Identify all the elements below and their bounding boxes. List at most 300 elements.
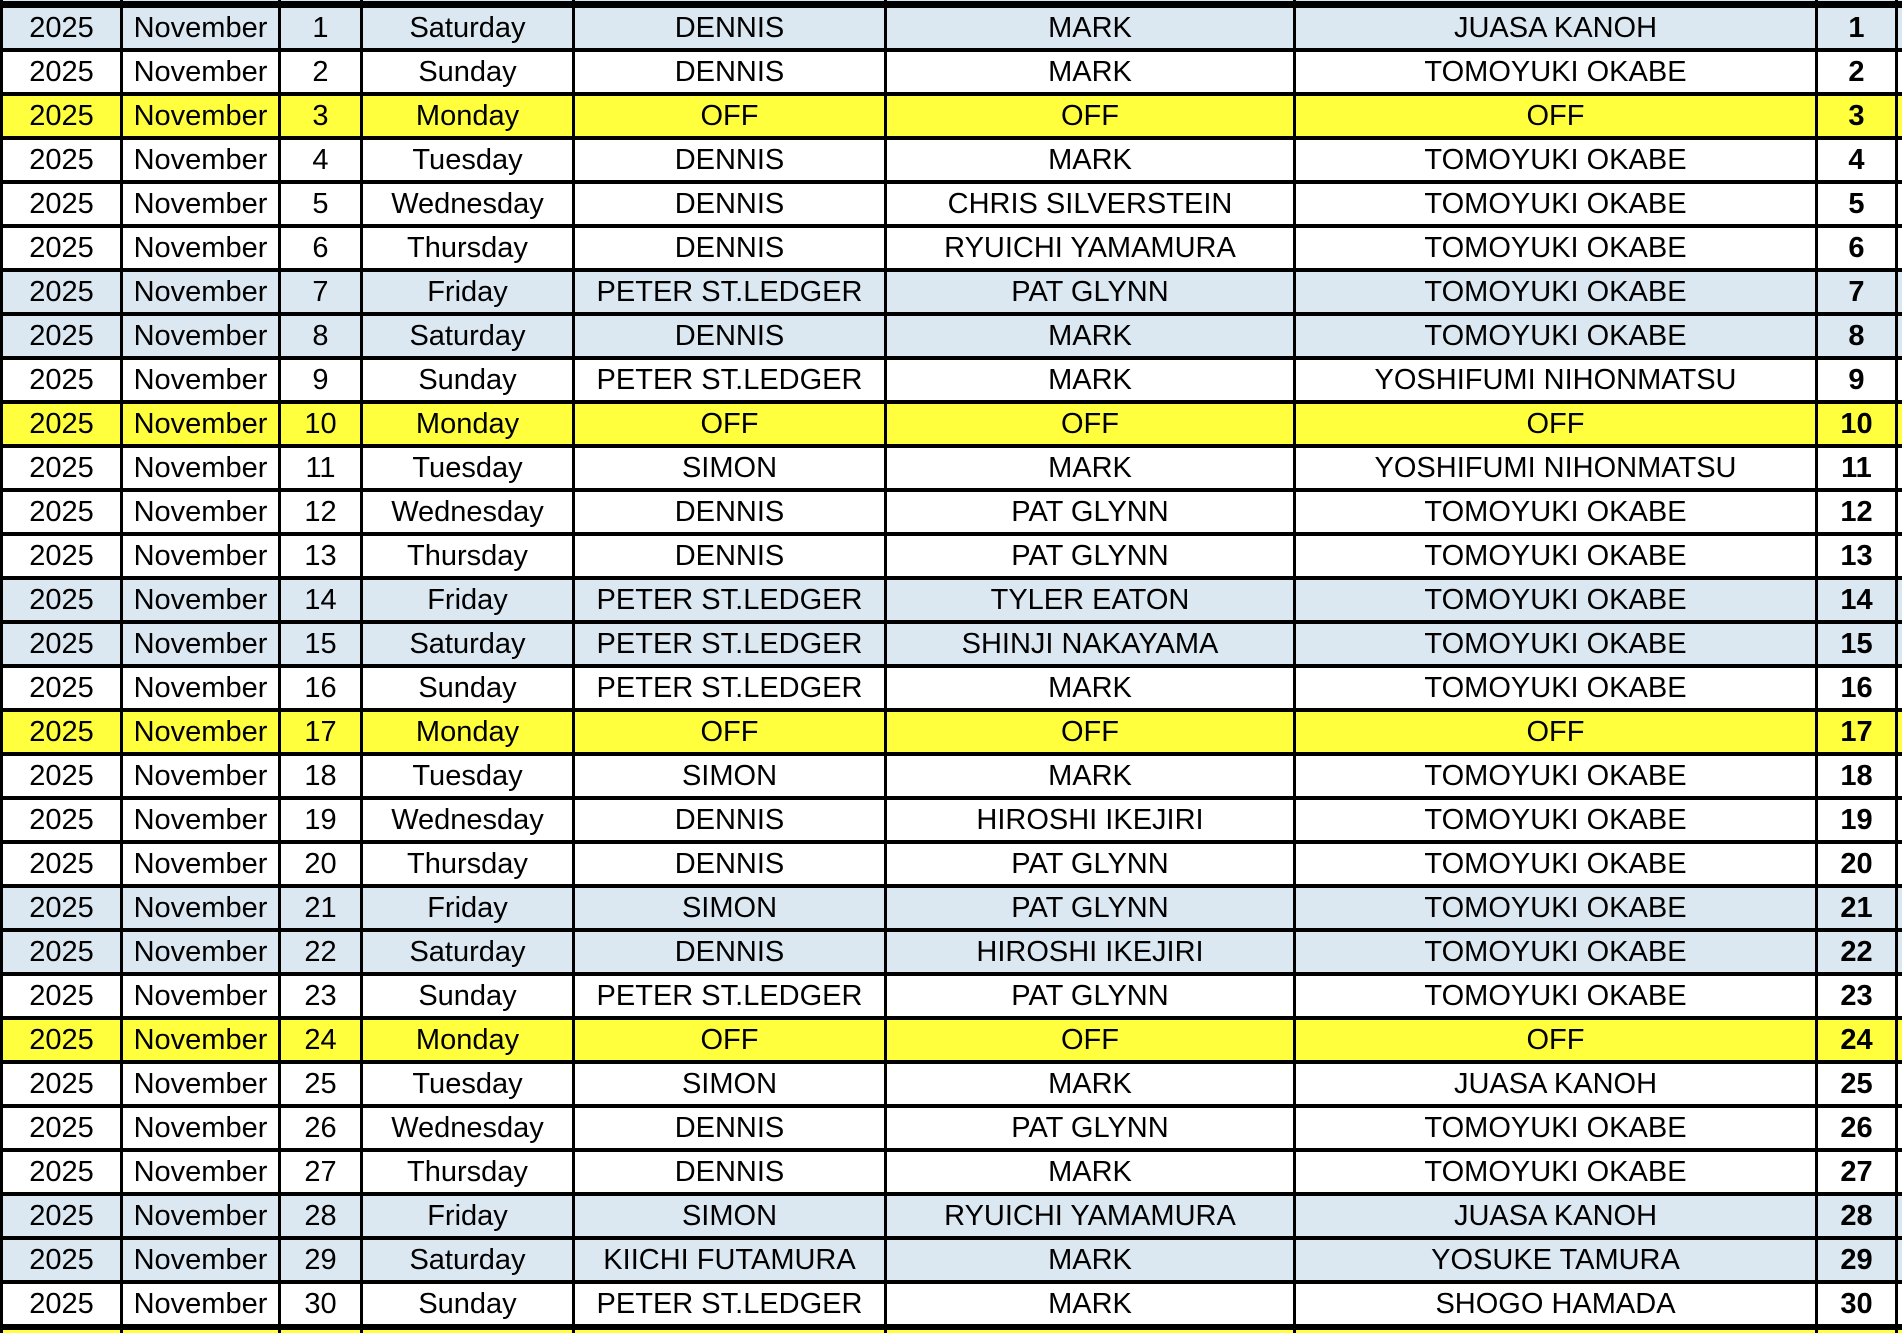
cell-shift1: SIMON <box>574 1062 886 1106</box>
cell-weekday: Monday <box>362 1018 574 1062</box>
cell-month: November <box>122 1238 280 1282</box>
cell-shift3: JUASA KANOH <box>1295 1194 1817 1238</box>
cut-off-cell <box>1897 402 1902 446</box>
cell-year: 2025 <box>2 314 122 358</box>
schedule-row <box>2 1150 1902 1194</box>
cell-day_number: 1 <box>1817 4 1897 50</box>
cut-off-cell <box>574 1327 886 1333</box>
cell-shift1: PETER ST.LEDGER <box>574 974 886 1018</box>
cell-day_number: 2 <box>1817 50 1897 94</box>
cell-day: 21 <box>280 886 362 930</box>
cell-shift2: MARK <box>886 138 1295 182</box>
cell-shift1: KIICHI FUTAMURA <box>574 1238 886 1282</box>
cell-month: November <box>122 138 280 182</box>
cell-shift3: TOMOYUKI OKABE <box>1295 270 1817 314</box>
cell-day: 22 <box>280 930 362 974</box>
cell-day_number: 16 <box>1817 666 1897 710</box>
cell-day: 20 <box>280 842 362 886</box>
cut-off-cell <box>1897 270 1902 314</box>
schedule-row <box>2 974 1902 1018</box>
schedule-row <box>2 138 1902 182</box>
cell-shift2: PAT GLYNN <box>886 1106 1295 1150</box>
cell-day_number: 21 <box>1817 886 1897 930</box>
cell-shift2: MARK <box>886 446 1295 490</box>
cell-shift2: OFF <box>886 710 1295 754</box>
cell-day_number: 25 <box>1817 1062 1897 1106</box>
cell-shift3: YOSHIFUMI NIHONMATSU <box>1295 446 1817 490</box>
cell-shift3: TOMOYUKI OKABE <box>1295 622 1817 666</box>
cell-day: 29 <box>280 1238 362 1282</box>
cell-day_number: 23 <box>1817 974 1897 1018</box>
cut-off-cell <box>1897 4 1902 50</box>
cell-year: 2025 <box>2 226 122 270</box>
schedule-row <box>2 50 1902 94</box>
cell-weekday: Friday <box>362 886 574 930</box>
cell-weekday: Sunday <box>362 666 574 710</box>
cell-day: 17 <box>280 710 362 754</box>
cell-shift1: PETER ST.LEDGER <box>574 1282 886 1327</box>
cut-off-cell <box>1897 1238 1902 1282</box>
cell-month: November <box>122 1194 280 1238</box>
cell-year: 2025 <box>2 1150 122 1194</box>
cell-weekday: Tuesday <box>362 1062 574 1106</box>
cut-off-cell <box>1897 754 1902 798</box>
schedule-row <box>2 886 1902 930</box>
cell-year: 2025 <box>2 4 122 50</box>
cell-day: 8 <box>280 314 362 358</box>
cell-year: 2025 <box>2 1106 122 1150</box>
schedule-row <box>2 754 1902 798</box>
schedule-row <box>2 1194 1902 1238</box>
schedule-row <box>2 622 1902 666</box>
cut-off-cell <box>1897 534 1902 578</box>
cut-off-cell <box>1295 1327 1817 1333</box>
cell-day: 1 <box>280 4 362 50</box>
cell-shift2: SHINJI NAKAYAMA <box>886 622 1295 666</box>
schedule-row <box>2 182 1902 226</box>
partial-row-bottom <box>2 1327 1902 1333</box>
cell-shift3: YOSUKE TAMURA <box>1295 1238 1817 1282</box>
schedule-row <box>2 1062 1902 1106</box>
cell-day_number: 10 <box>1817 402 1897 446</box>
cell-shift1: DENNIS <box>574 534 886 578</box>
cell-day: 4 <box>280 138 362 182</box>
schedule-row <box>2 314 1902 358</box>
cell-day_number: 27 <box>1817 1150 1897 1194</box>
cell-shift2: MARK <box>886 666 1295 710</box>
cut-off-cell <box>1817 1327 1897 1333</box>
cell-weekday: Thursday <box>362 1150 574 1194</box>
cell-month: November <box>122 930 280 974</box>
cell-year: 2025 <box>2 578 122 622</box>
cell-day: 12 <box>280 490 362 534</box>
cell-day: 16 <box>280 666 362 710</box>
cell-year: 2025 <box>2 886 122 930</box>
cell-weekday: Tuesday <box>362 138 574 182</box>
cell-weekday: Monday <box>362 710 574 754</box>
cell-shift1: PETER ST.LEDGER <box>574 666 886 710</box>
cell-year: 2025 <box>2 1282 122 1327</box>
cell-shift3: TOMOYUKI OKABE <box>1295 578 1817 622</box>
cell-month: November <box>122 974 280 1018</box>
schedule-row <box>2 270 1902 314</box>
cut-off-cell <box>1897 886 1902 930</box>
cell-month: November <box>122 534 280 578</box>
cut-off-cell <box>1897 842 1902 886</box>
cell-shift1: DENNIS <box>574 1150 886 1194</box>
cell-day: 18 <box>280 754 362 798</box>
cell-day_number: 6 <box>1817 226 1897 270</box>
cell-day_number: 29 <box>1817 1238 1897 1282</box>
cell-year: 2025 <box>2 798 122 842</box>
cell-shift2: MARK <box>886 358 1295 402</box>
cell-shift2: PAT GLYNN <box>886 490 1295 534</box>
cut-off-cell <box>1897 182 1902 226</box>
cell-month: November <box>122 314 280 358</box>
cell-day: 7 <box>280 270 362 314</box>
cut-off-cell <box>1897 798 1902 842</box>
cell-weekday: Wednesday <box>362 798 574 842</box>
cell-day_number: 20 <box>1817 842 1897 886</box>
cell-month: November <box>122 402 280 446</box>
cell-month: November <box>122 578 280 622</box>
cell-year: 2025 <box>2 1194 122 1238</box>
cut-off-cell <box>1897 578 1902 622</box>
cell-day: 13 <box>280 534 362 578</box>
cell-shift1: DENNIS <box>574 798 886 842</box>
cell-weekday: Saturday <box>362 930 574 974</box>
cell-weekday: Sunday <box>362 1282 574 1327</box>
cell-day_number: 14 <box>1817 578 1897 622</box>
cell-weekday: Saturday <box>362 4 574 50</box>
cell-year: 2025 <box>2 182 122 226</box>
cell-shift3: TOMOYUKI OKABE <box>1295 314 1817 358</box>
cell-year: 2025 <box>2 270 122 314</box>
cell-day: 2 <box>280 50 362 94</box>
cut-off-cell <box>1897 974 1902 1018</box>
cell-shift2: CHRIS SILVERSTEIN <box>886 182 1295 226</box>
cell-shift1: OFF <box>574 1018 886 1062</box>
cell-shift2: PAT GLYNN <box>886 270 1295 314</box>
cell-month: November <box>122 622 280 666</box>
cell-weekday: Wednesday <box>362 182 574 226</box>
cut-off-cell <box>122 1327 280 1333</box>
cell-month: November <box>122 226 280 270</box>
cell-weekday: Thursday <box>362 226 574 270</box>
cell-shift3: TOMOYUKI OKABE <box>1295 798 1817 842</box>
cell-day: 27 <box>280 1150 362 1194</box>
cell-shift3: OFF <box>1295 710 1817 754</box>
schedule-row <box>2 4 1902 50</box>
cell-day_number: 26 <box>1817 1106 1897 1150</box>
cut-off-cell <box>1897 1282 1902 1327</box>
schedule-row <box>2 1282 1902 1327</box>
cell-day_number: 19 <box>1817 798 1897 842</box>
schedule-row <box>2 534 1902 578</box>
cell-shift3: TOMOYUKI OKABE <box>1295 1150 1817 1194</box>
cell-month: November <box>122 1018 280 1062</box>
cell-day: 6 <box>280 226 362 270</box>
cell-weekday: Wednesday <box>362 490 574 534</box>
cell-shift3: TOMOYUKI OKABE <box>1295 842 1817 886</box>
cell-year: 2025 <box>2 402 122 446</box>
cell-shift2: MARK <box>886 1238 1295 1282</box>
cell-shift1: PETER ST.LEDGER <box>574 270 886 314</box>
cell-shift1: SIMON <box>574 886 886 930</box>
cell-month: November <box>122 50 280 94</box>
cut-off-cell <box>1897 226 1902 270</box>
cell-day: 23 <box>280 974 362 1018</box>
cell-weekday: Friday <box>362 270 574 314</box>
schedule-row <box>2 1018 1902 1062</box>
cell-shift2: HIROSHI IKEJIRI <box>886 798 1295 842</box>
cut-off-cell <box>1897 358 1902 402</box>
partial-row-bottom-group <box>2 1327 1902 1333</box>
cell-weekday: Sunday <box>362 50 574 94</box>
cell-shift1: DENNIS <box>574 226 886 270</box>
cell-day_number: 15 <box>1817 622 1897 666</box>
cell-year: 2025 <box>2 1062 122 1106</box>
cell-day: 15 <box>280 622 362 666</box>
cell-day: 30 <box>280 1282 362 1327</box>
cell-day: 25 <box>280 1062 362 1106</box>
cell-shift3: TOMOYUKI OKABE <box>1295 138 1817 182</box>
cell-year: 2025 <box>2 974 122 1018</box>
cell-day: 19 <box>280 798 362 842</box>
cell-month: November <box>122 886 280 930</box>
cell-month: November <box>122 446 280 490</box>
cell-shift3: OFF <box>1295 94 1817 138</box>
cell-shift2: RYUICHI YAMAMURA <box>886 226 1295 270</box>
cell-year: 2025 <box>2 534 122 578</box>
cell-year: 2025 <box>2 446 122 490</box>
cell-month: November <box>122 94 280 138</box>
cell-shift1: SIMON <box>574 1194 886 1238</box>
cell-year: 2025 <box>2 138 122 182</box>
schedule-row <box>2 490 1902 534</box>
cell-shift3: JUASA KANOH <box>1295 4 1817 50</box>
cell-weekday: Thursday <box>362 534 574 578</box>
cell-shift2: PAT GLYNN <box>886 842 1295 886</box>
cell-weekday: Monday <box>362 402 574 446</box>
cell-shift1: OFF <box>574 710 886 754</box>
cell-shift1: PETER ST.LEDGER <box>574 358 886 402</box>
schedule-row <box>2 842 1902 886</box>
cell-shift2: PAT GLYNN <box>886 886 1295 930</box>
cell-shift3: TOMOYUKI OKABE <box>1295 754 1817 798</box>
cell-day_number: 17 <box>1817 710 1897 754</box>
cell-month: November <box>122 4 280 50</box>
cell-day: 3 <box>280 94 362 138</box>
cell-month: November <box>122 1150 280 1194</box>
cell-shift2: MARK <box>886 754 1295 798</box>
cell-shift1: SIMON <box>574 446 886 490</box>
cell-year: 2025 <box>2 358 122 402</box>
cell-day: 11 <box>280 446 362 490</box>
cell-shift3: JUASA KANOH <box>1295 1062 1817 1106</box>
cell-weekday: Wednesday <box>362 1106 574 1150</box>
cell-day_number: 28 <box>1817 1194 1897 1238</box>
cell-shift2: RYUICHI YAMAMURA <box>886 1194 1295 1238</box>
schedule-row <box>2 666 1902 710</box>
cell-shift2: TYLER EATON <box>886 578 1295 622</box>
cut-off-cell <box>1897 666 1902 710</box>
cell-weekday: Tuesday <box>362 754 574 798</box>
cell-day_number: 12 <box>1817 490 1897 534</box>
cut-off-cell <box>1897 50 1902 94</box>
cut-off-cell <box>1897 314 1902 358</box>
cut-off-cell <box>362 1327 574 1333</box>
cell-month: November <box>122 270 280 314</box>
cell-weekday: Sunday <box>362 974 574 1018</box>
cell-shift1: PETER ST.LEDGER <box>574 578 886 622</box>
cell-shift3: SHOGO HAMADA <box>1295 1282 1817 1327</box>
cell-shift3: TOMOYUKI OKABE <box>1295 226 1817 270</box>
cell-shift2: MARK <box>886 1282 1295 1327</box>
cut-off-cell <box>1897 1150 1902 1194</box>
schedule-table-body <box>2 4 1902 1327</box>
cell-month: November <box>122 798 280 842</box>
cell-shift2: MARK <box>886 314 1295 358</box>
cell-month: November <box>122 1062 280 1106</box>
cut-off-cell <box>1897 1062 1902 1106</box>
schedule-row <box>2 930 1902 974</box>
cell-weekday: Tuesday <box>362 446 574 490</box>
cell-day_number: 8 <box>1817 314 1897 358</box>
cell-shift1: DENNIS <box>574 930 886 974</box>
cut-off-cell <box>1897 138 1902 182</box>
cell-day: 14 <box>280 578 362 622</box>
cell-day: 28 <box>280 1194 362 1238</box>
cell-year: 2025 <box>2 842 122 886</box>
cell-day_number: 13 <box>1817 534 1897 578</box>
cell-shift2: PAT GLYNN <box>886 974 1295 1018</box>
cell-shift3: TOMOYUKI OKABE <box>1295 490 1817 534</box>
cell-weekday: Friday <box>362 1194 574 1238</box>
cell-month: November <box>122 1282 280 1327</box>
schedule-row <box>2 402 1902 446</box>
cut-off-cell <box>280 1327 362 1333</box>
cell-year: 2025 <box>2 490 122 534</box>
schedule-row <box>2 1238 1902 1282</box>
cell-shift3: TOMOYUKI OKABE <box>1295 1106 1817 1150</box>
cell-day_number: 30 <box>1817 1282 1897 1327</box>
cell-shift1: DENNIS <box>574 1106 886 1150</box>
cut-off-cell <box>1897 930 1902 974</box>
cell-shift3: TOMOYUKI OKABE <box>1295 50 1817 94</box>
cell-shift3: TOMOYUKI OKABE <box>1295 930 1817 974</box>
cell-shift1: OFF <box>574 402 886 446</box>
cell-year: 2025 <box>2 50 122 94</box>
cell-month: November <box>122 754 280 798</box>
cell-shift1: DENNIS <box>574 50 886 94</box>
cell-month: November <box>122 490 280 534</box>
schedule-row <box>2 798 1902 842</box>
cell-day_number: 18 <box>1817 754 1897 798</box>
cell-weekday: Saturday <box>362 314 574 358</box>
cell-year: 2025 <box>2 94 122 138</box>
cell-shift1: DENNIS <box>574 4 886 50</box>
cell-day: 24 <box>280 1018 362 1062</box>
cell-shift2: MARK <box>886 1150 1295 1194</box>
cell-year: 2025 <box>2 710 122 754</box>
cell-day_number: 9 <box>1817 358 1897 402</box>
cell-shift3: TOMOYUKI OKABE <box>1295 534 1817 578</box>
cell-year: 2025 <box>2 754 122 798</box>
cell-shift2: OFF <box>886 1018 1295 1062</box>
cell-shift3: TOMOYUKI OKABE <box>1295 182 1817 226</box>
cell-day: 10 <box>280 402 362 446</box>
cell-shift1: DENNIS <box>574 182 886 226</box>
cut-off-cell <box>1897 1106 1902 1150</box>
cell-day_number: 22 <box>1817 930 1897 974</box>
cell-month: November <box>122 182 280 226</box>
cut-off-cell <box>886 1327 1295 1333</box>
cell-month: November <box>122 666 280 710</box>
cell-shift3: YOSHIFUMI NIHONMATSU <box>1295 358 1817 402</box>
cell-year: 2025 <box>2 1238 122 1282</box>
schedule-row <box>2 446 1902 490</box>
cell-year: 2025 <box>2 1018 122 1062</box>
schedule-row <box>2 226 1902 270</box>
cell-shift1: DENNIS <box>574 490 886 534</box>
cell-day_number: 4 <box>1817 138 1897 182</box>
cell-shift2: HIROSHI IKEJIRI <box>886 930 1295 974</box>
cell-shift1: PETER ST.LEDGER <box>574 622 886 666</box>
cell-shift1: SIMON <box>574 754 886 798</box>
cell-shift3: OFF <box>1295 1018 1817 1062</box>
cell-weekday: Thursday <box>362 842 574 886</box>
cell-month: November <box>122 1106 280 1150</box>
cut-off-cell <box>1897 1194 1902 1238</box>
schedule-row <box>2 1106 1902 1150</box>
cell-weekday: Friday <box>362 578 574 622</box>
cell-shift1: DENNIS <box>574 314 886 358</box>
schedule-row <box>2 578 1902 622</box>
cut-off-cell <box>1897 490 1902 534</box>
cell-month: November <box>122 842 280 886</box>
cell-weekday: Saturday <box>362 622 574 666</box>
cut-off-cell <box>1897 1018 1902 1062</box>
cell-shift1: DENNIS <box>574 138 886 182</box>
cell-weekday: Monday <box>362 94 574 138</box>
cut-off-cell <box>1897 1327 1902 1333</box>
cell-day: 9 <box>280 358 362 402</box>
cell-shift2: OFF <box>886 402 1295 446</box>
cell-day_number: 5 <box>1817 182 1897 226</box>
cut-off-cell <box>1897 446 1902 490</box>
cell-day_number: 24 <box>1817 1018 1897 1062</box>
cell-year: 2025 <box>2 666 122 710</box>
cell-shift2: MARK <box>886 1062 1295 1106</box>
schedule-row <box>2 710 1902 754</box>
cell-shift3: TOMOYUKI OKABE <box>1295 886 1817 930</box>
cell-weekday: Sunday <box>362 358 574 402</box>
schedule-row <box>2 358 1902 402</box>
cell-shift3: TOMOYUKI OKABE <box>1295 666 1817 710</box>
cut-off-cell <box>2 1327 122 1333</box>
cell-month: November <box>122 358 280 402</box>
cut-off-cell <box>1897 622 1902 666</box>
cell-month: November <box>122 710 280 754</box>
cell-day_number: 7 <box>1817 270 1897 314</box>
cell-day_number: 3 <box>1817 94 1897 138</box>
cut-off-cell <box>1897 94 1902 138</box>
cell-shift2: PAT GLYNN <box>886 534 1295 578</box>
cell-year: 2025 <box>2 930 122 974</box>
cell-shift3: TOMOYUKI OKABE <box>1295 974 1817 1018</box>
cell-weekday: Saturday <box>362 1238 574 1282</box>
